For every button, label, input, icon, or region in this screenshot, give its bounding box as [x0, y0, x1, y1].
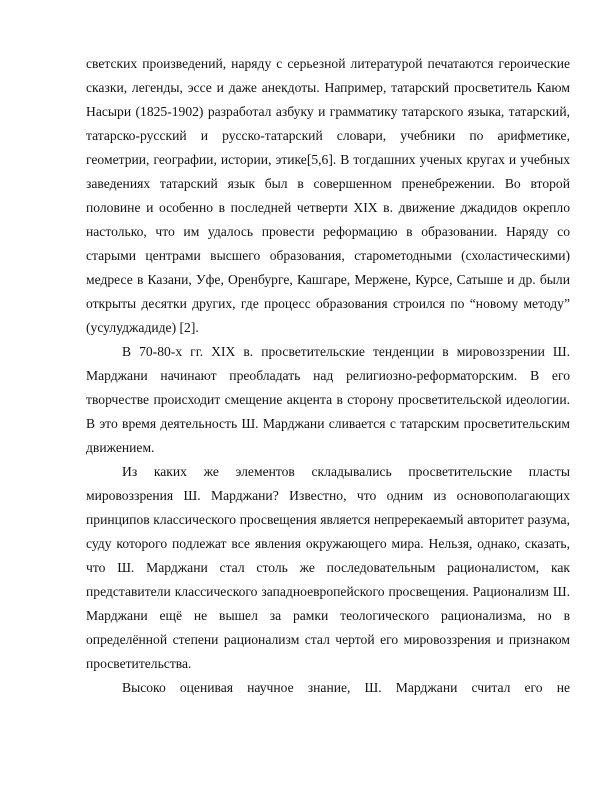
body-text	[86, 52, 570, 700]
paragraph-3: Из каких же элементов складывались просветительские пласты мировоззрения Ш. Марджани? Известно, что одним из основополагающих принципов классического просвещения является непререкаемый авторитет разума, суду которого подлежат все явления окружающего мира. Нельзя, однако, сказать, что Ш. Марджани стал столь же последовательным рационалистом, как представители классического западноевропейского просвещения. Рационализм Ш. Марджани ещё не вышел за рамки теологического рационализма, но в определённой степени рационализм стал чертой его мировоззрения и признаком просветительства.	[86, 464, 570, 671]
paragraph-2: В 70-80-х гг. XIX в. просветительские тенденции в мировоззрении Ш. Марджани начинают преобладать над религиозно-реформаторским. В его творчестве происходит смещение акцента в сторону просветительской идеологии. В это время деятельность Ш. Марджани сливается с татарским просветительским движением.	[86, 344, 570, 455]
paragraph-1: светских произведений, наряду с серьезной литературой печатаются героические сказки, легенды, эссе и даже анекдоты. Например, татарский просветитель Каюм Насыри (1825-1902) разработал азбуку и грамматику татарского языка, татарский, татарско-русский и русско-татарский словари, учебники по арифметике, геометрии, географии, истории, этике[5,6]. В тогдашних ученых кругах и учебных заведениях татарский язык был в совершенном пренебрежении. Во второй половине и особенно в последней четверти XIX в. движение джадидов окрепло настолько, что им удалось провести реформацию в образовании. Наряду со старыми центрами высшего образования, старометодными (схоластическими) медресе в Казани, Уфе, Оренбурге, Кашгаре, Мержене, Курсе, Сатыше и др. были открыты десятки других, где процесс образования строился по “новому методу” (усулуджадиде) [2].	[86, 56, 570, 335]
paragraph-4: Высоко оценивая научное знание, Ш. Марджани считал его не	[122, 680, 570, 695]
